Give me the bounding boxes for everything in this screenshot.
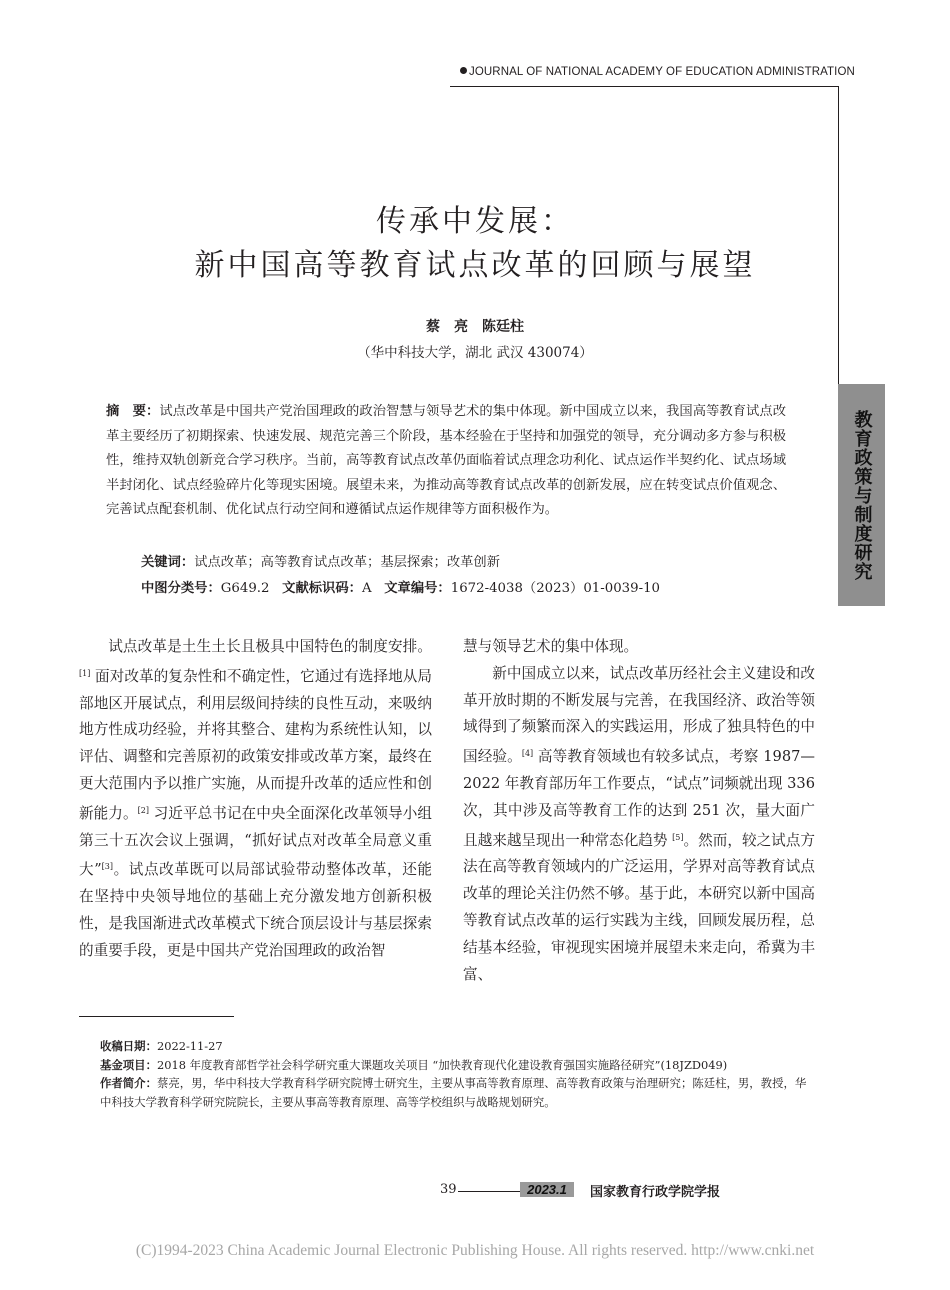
doc-code-value: A — [361, 581, 372, 596]
article-number-value: 1672-4038（2023）01-0039-10 — [450, 581, 661, 596]
received-value: 2022-11-27 — [156, 1039, 223, 1053]
body-paragraph — [463, 661, 815, 989]
abstract-text: 试点改革是中国共产党治国理政的政治智慧与领导艺术的集中体现。新中国成立以来，我国高等教育试点改革主要经历了初期探索、快速发展、规范完善三个阶段，基本经验在于坚持和加强党的领导，充分调动多方参与积极性，维持双轨创新竞合学习秩序。当前，高等教育试点改革仍面临着试点理念功利化、试点运作半契约化、试点场域半封闭化、试点经验碎片化等现实困境。展望未来，为推动高等教育试点改革的创新发展，应在转变试点价值观念、完善试点配套机制、优化试点行动空间和遵循试点运作规律等方面积极作为。 — [106, 404, 787, 518]
journal-chinese-name: 国家教育行政学院学报 — [590, 1185, 721, 1200]
citation-ref[interactable]: [3] — [101, 862, 113, 872]
section-side-tab: 教育政策与制度研究 — [838, 384, 885, 606]
classification-line — [141, 577, 660, 596]
body-text: 面对改革的复杂性和不确定性，它通过有选择地从局部地区开展试点，利用层级间持续的良性互动，来吸纳地方性成功经验，并将其整合、建构为系统性认知，以评估、调整和完善原初的政策安排或改革方案，最终在更大范围内予以推广实施，从而提升改革的适应性和创新能力。 — [79, 667, 432, 822]
body-text: 试点改革是土生土长且极具中国特色的制度安排。 — [108, 638, 432, 655]
header-rule — [450, 86, 839, 87]
body-text: 习近平总书记在中央全面深化改革领导小组第三十五次会议上强调，“抓好试点对改革全局意义重大” — [79, 804, 432, 879]
body-column-right — [463, 634, 815, 988]
citation-ref[interactable]: [1] — [79, 668, 91, 678]
article-title-line-2: 新中国高等教育试点改革的回顾与展望 — [194, 248, 756, 283]
keywords-label: 关键词： — [141, 555, 195, 570]
footer-rule — [458, 1191, 520, 1192]
fund-note — [100, 1056, 815, 1075]
body-text: 高等教育领域也有较多试点，考察 1987—2022 年教育部历年工作要点，“试点”词频就出现 336 次，其中涉及高等教育工作的达到 251 次，量大面广且越来越呈现出一种常态化趋势 — [463, 748, 815, 849]
footnote-rule — [79, 1016, 234, 1017]
body-text: 。试点改革既可以局部试验带动整体改革，还能在坚持中央领导地位的基础上充分激发地方创新积极性，是我国渐进式改革模式下统合顶层设计与基层探索的重要手段，更是中国共产党治国理政的政治智 — [79, 861, 432, 959]
article-authors: 蔡 亮 陈廷柱 — [426, 319, 524, 335]
fund-label: 基金项目： — [100, 1057, 157, 1072]
citation-ref[interactable]: [5] — [672, 832, 684, 842]
journal-running-header — [460, 66, 855, 78]
author-bio-label: 作者简介： — [100, 1076, 157, 1090]
body-text: 。然而，较之试点方法在高等教育领域内的广泛运用，学界对高等教育试点改革的理论关注仍然不够。基于此，本研究以新中国高等教育试点改革的运行实践为主线，回顾发展历程，总结基本经验，审视现实困境并展望未来走向，希冀为丰富、 — [463, 831, 815, 983]
author-bio-value: 蔡亮，男，华中科技大学教育科学研究院博士研究生，主要从事高等教育原理、高等教育政策与治理研究；陈廷柱，男，教授，华中科技大学教育科学研究院院长，主要从事高等教育原理、高等学校组织与战略规划研究。 — [100, 1076, 807, 1109]
received-date-note — [100, 1037, 815, 1056]
body-paragraph — [79, 634, 432, 965]
clc-value: G649.2 — [220, 581, 270, 596]
article-number-label: 文章编号： — [384, 581, 451, 596]
author-bio-note — [100, 1074, 815, 1111]
abstract-label: 摘 要： — [106, 404, 160, 419]
received-label: 收稿日期： — [100, 1039, 157, 1053]
doc-code-label: 文献标识码： — [282, 581, 362, 596]
fund-value: 2018 年度教育部哲学社会科学研究重大课题攻关项目 “加快教育现代化建设教育强国实施路径研究”(18JZD049) — [156, 1057, 728, 1072]
abstract — [106, 400, 786, 523]
citation-ref[interactable]: [4] — [521, 749, 534, 759]
keywords — [141, 551, 500, 570]
author-affiliation: （华中科技大学，湖北 武汉 430074） — [357, 345, 593, 361]
citation-ref[interactable]: [2] — [137, 805, 149, 815]
article-title-line-1: 传承中发展： — [376, 204, 574, 239]
copyright-notice: (C)1994-2023 China Academic Journal Electronic Publishing House. All rights reserved. http://www.cnki.net — [135, 1242, 815, 1259]
body-text: 新中国成立以来，试点改革历经社会主义建设和改革开放时期的不断发展与完善，在我国经济、政治等领域得到了频繁而深入的实践运用，形成了独具特色的中国经验。 — [463, 664, 815, 766]
bullet-dot-icon — [460, 67, 467, 74]
page-number: 39 — [440, 1182, 457, 1197]
clc-label: 中图分类号： — [141, 581, 221, 596]
footnotes — [100, 1037, 815, 1111]
keywords-text: 试点改革；高等教育试点改革；基层探索；改革创新 — [194, 555, 501, 570]
issue-badge: 2023.1 — [520, 1182, 574, 1197]
body-column-left — [79, 634, 432, 965]
body-paragraph: 慧与领导艺术的集中体现。 — [463, 638, 639, 655]
journal-english-name: JOURNAL OF NATIONAL ACADEMY OF EDUCATION ADMINISTRATION — [469, 66, 855, 78]
